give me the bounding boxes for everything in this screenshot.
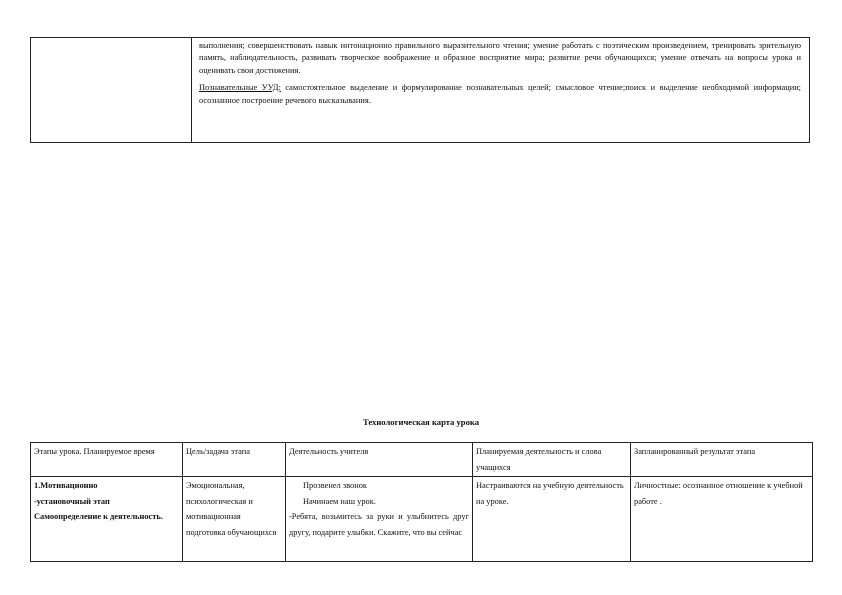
stage-cell	[31, 477, 183, 562]
students-cell: Настраиваются на учебную деятельность на уроке.	[473, 477, 631, 562]
goals-cell	[199, 40, 801, 112]
stage-line: -установочный этап	[34, 496, 110, 506]
table-row	[31, 477, 813, 562]
header-students: Планируемая деятельность и слова учащихся	[473, 443, 631, 477]
uud-paragraph	[199, 82, 801, 107]
stage-line: 1.Мотивационно	[34, 481, 98, 490]
page-title: Технологическая карта урока	[363, 417, 479, 427]
teacher-line: Начинаем наш урок.	[303, 496, 376, 506]
teacher-cell	[286, 477, 473, 562]
header-goal: Цель/задача этапа	[183, 443, 286, 477]
goal-cell: Эмоциональная, психологическая и мотивационная подготовка обучающихся	[183, 477, 286, 562]
goals-paragraph: выполнения; совершенствовать навык интонационно правильного выразительного чтения; умение работать с поэтическим произведением, тренировать зрительную память, наблюдательность, развивать творческое воображение и образное восприятие мира; развитие речи обучающихся; умение отвечать на вопросы урока и оценивать свои достижения.	[199, 41, 801, 75]
header-stage: Этапы урока. Планируемое время	[31, 443, 183, 477]
result-cell: Личностные: осознанное отношение к учебной работе .	[631, 477, 813, 562]
uud-label: Познавательные УУД:	[199, 83, 281, 93]
header-result: Запланированный результат этапа	[631, 443, 813, 477]
header-row	[31, 443, 813, 477]
teacher-line: -Ребята, возьмитесь за руки и улыбнитесь друг другу, подарите улыбки. Скажите, что вы сейчас	[289, 512, 469, 537]
continuation-table	[30, 37, 810, 143]
uud-text: самостоятельное выделение и формулирование познавательных целей; смысловое чтение;поиск и выделение необходимой информации; осознанное построение речевого высказывания.	[199, 83, 802, 105]
header-teacher: Деятельность учителя	[286, 443, 473, 477]
lesson-plan-table	[30, 442, 813, 562]
stage-line: Самоопределение к деятельность.	[34, 512, 163, 521]
teacher-line: Прозвенел звонок	[303, 481, 367, 490]
column-divider	[191, 38, 192, 142]
